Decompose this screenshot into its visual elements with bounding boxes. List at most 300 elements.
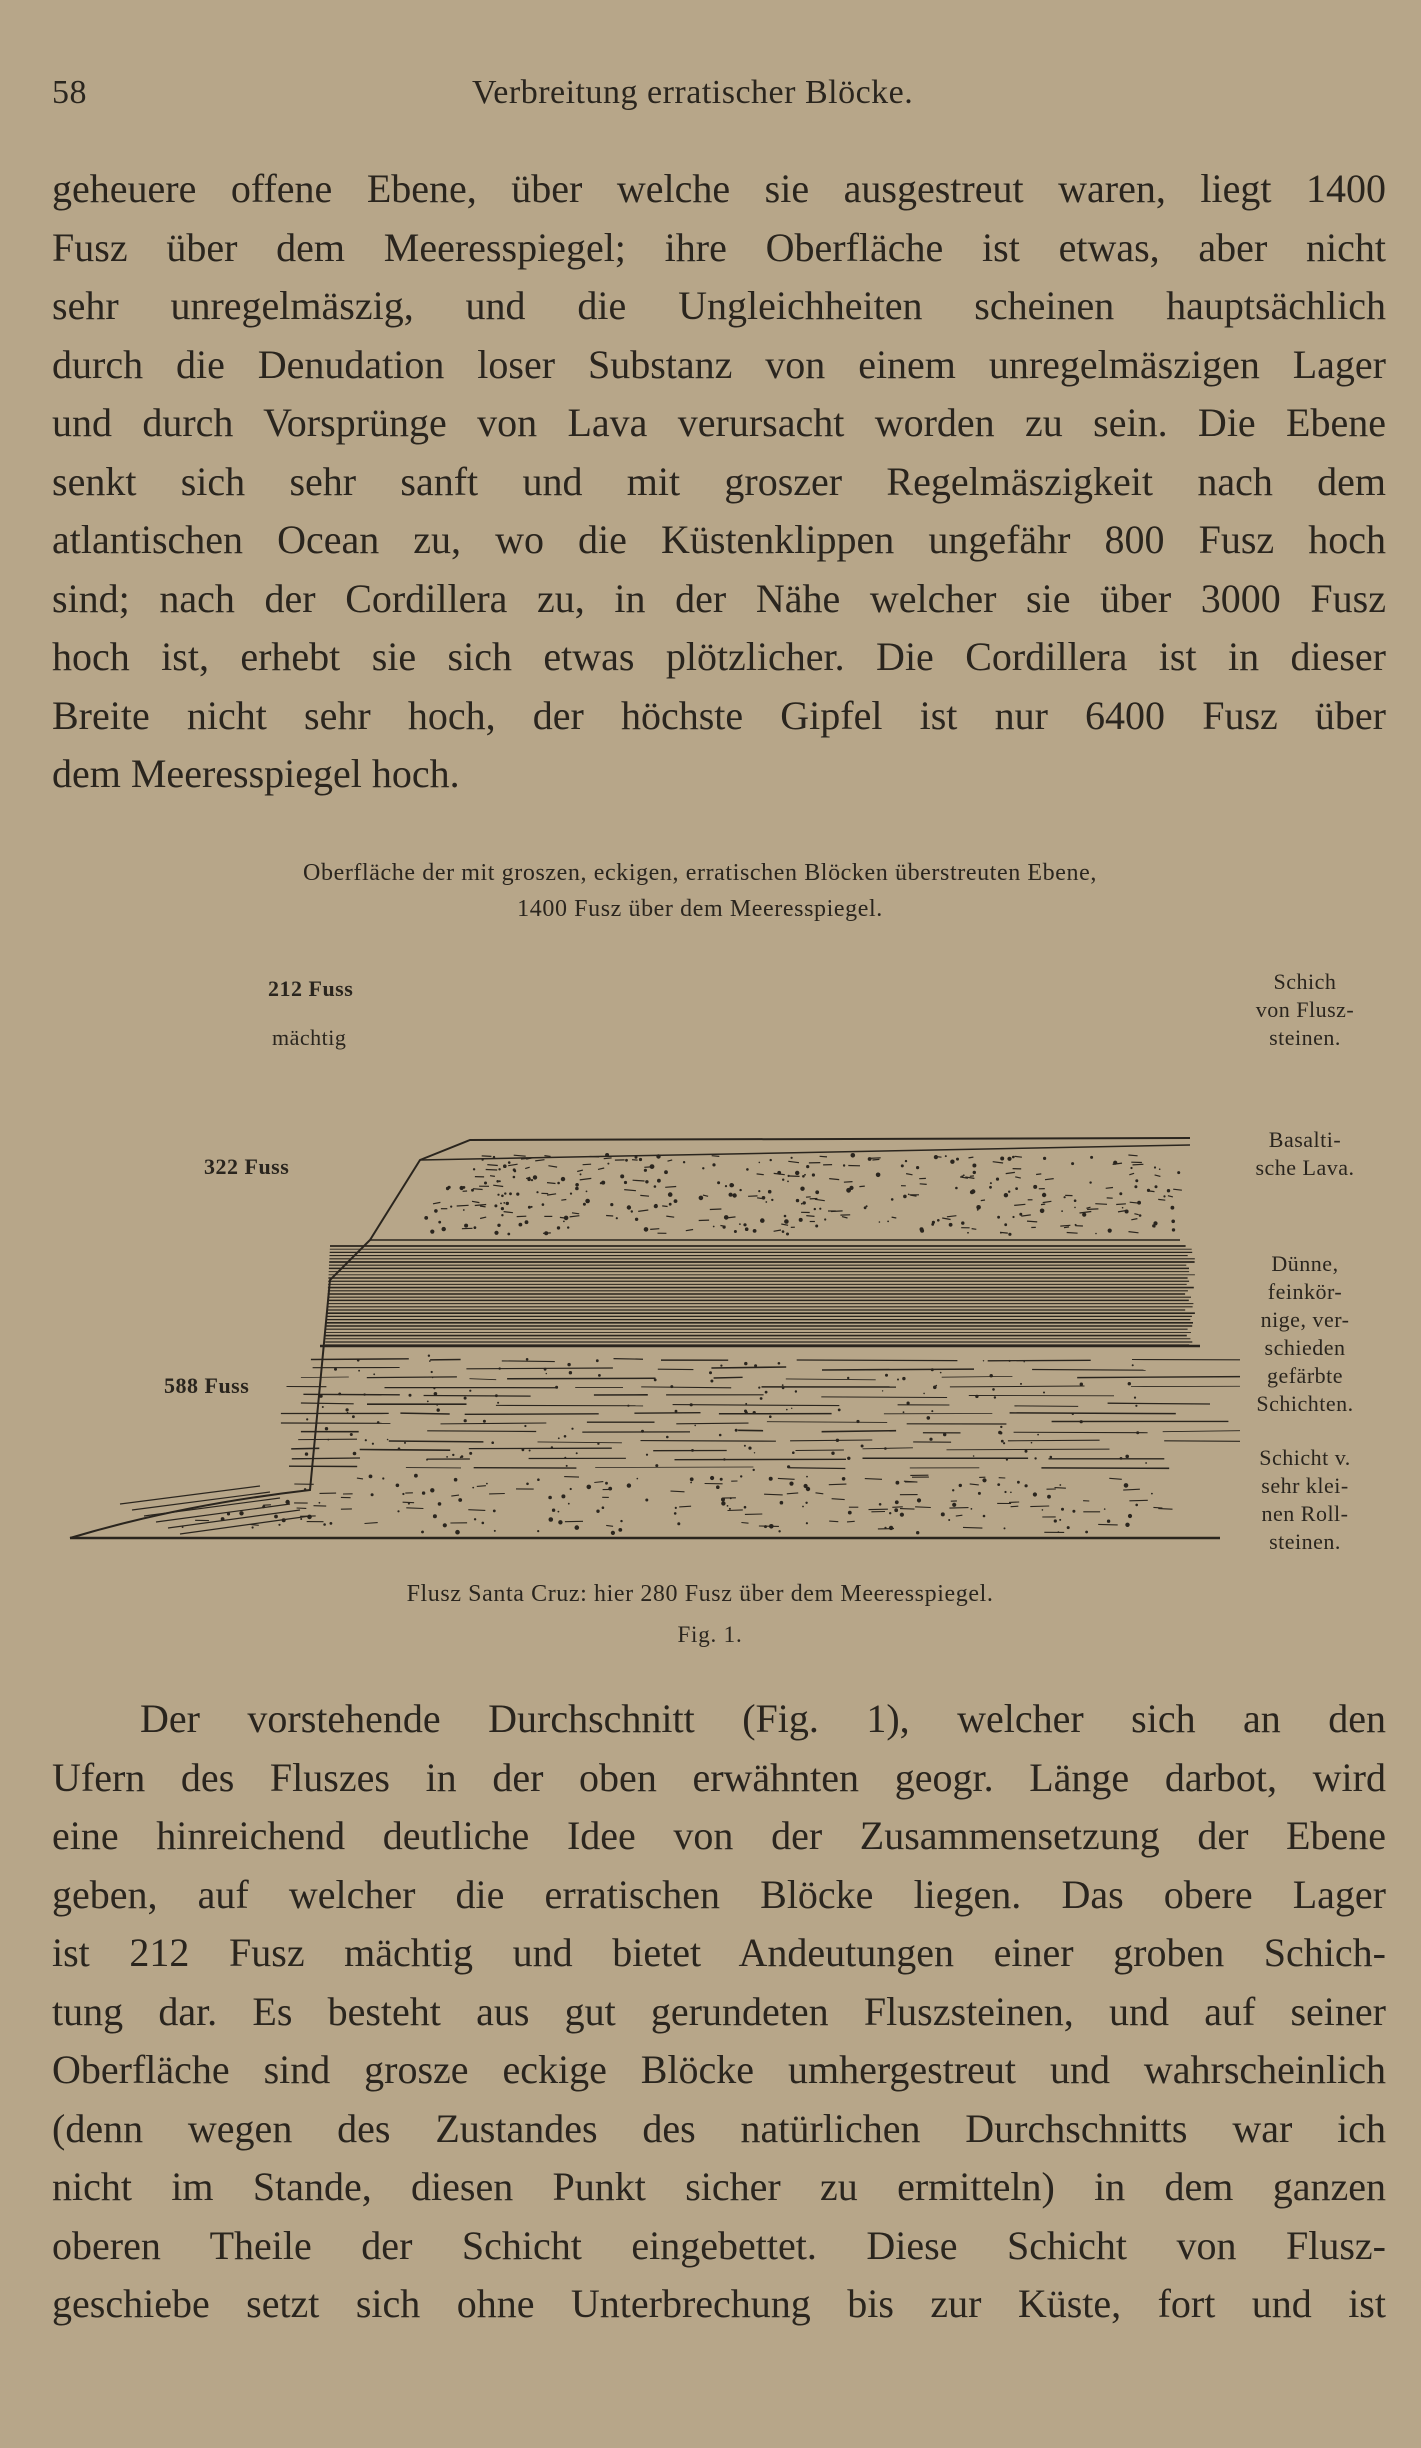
gravel-speck — [657, 1179, 661, 1183]
gravel-stroke — [480, 1217, 486, 1218]
gravel-speck — [989, 1186, 992, 1189]
pebble-stroke — [778, 1478, 795, 1479]
gravel-stroke — [490, 1176, 495, 1177]
gravel-speck — [1163, 1195, 1165, 1197]
gravel-speck — [509, 1192, 512, 1195]
gravel-stroke — [1131, 1219, 1137, 1220]
pebble-stroke — [847, 1521, 855, 1522]
strata-line — [767, 1422, 887, 1423]
strata-line — [822, 1431, 897, 1432]
gravel-stroke — [1134, 1214, 1138, 1215]
pebble-speck — [494, 1530, 496, 1532]
strata-speck — [1031, 1442, 1033, 1444]
text-line: Oberfläche sind grosze eckige Blöcke umhergestreut und wahrscheinlich — [52, 2047, 1386, 2092]
gravel-speck — [586, 1191, 588, 1193]
pebble-speck — [997, 1483, 1000, 1486]
pebble-speck — [895, 1500, 899, 1504]
text-line: Der vorstehende Durchschnitt (Fig. 1), welcher sich an den — [140, 1696, 1386, 1741]
gravel-speck — [784, 1219, 789, 1224]
strata-speck — [353, 1452, 357, 1456]
strata-line — [595, 1467, 753, 1468]
gravel-speck — [819, 1208, 821, 1210]
gravel-speck — [759, 1162, 761, 1164]
strata-speck — [551, 1446, 553, 1448]
text-line: durch die Denudation loser Substanz von einem unregelmäszigen Lager — [52, 341, 1386, 387]
gravel-speck — [732, 1193, 736, 1197]
strata-line — [360, 1450, 451, 1451]
strata-line — [538, 1442, 622, 1443]
text-line: atlantischen Ocean zu, wo die Küstenklippen ungefähr 800 Fusz hoch — [52, 517, 1386, 562]
strata-speck — [469, 1390, 471, 1392]
strata-speck — [765, 1391, 768, 1394]
gravel-stroke — [544, 1156, 550, 1157]
pebble-speck — [675, 1507, 677, 1509]
pebble-speck — [716, 1485, 720, 1489]
gravel-speck — [1172, 1228, 1175, 1231]
gravel-speck — [739, 1223, 741, 1225]
gravel-speck — [815, 1190, 819, 1194]
strata-speck — [719, 1434, 722, 1437]
text-line: hoch ist, erhebt sie sich etwas plötzlicher. Die Cordillera ist in dieser — [52, 634, 1386, 679]
gravel-stroke — [1064, 1227, 1069, 1228]
pebble-speck — [482, 1522, 485, 1525]
text-line: tung dar. Es besteht aus gut gerundeten Fluszsteinen, und auf seiner — [52, 1988, 1386, 2034]
strata-speck — [903, 1411, 905, 1413]
strata-speck — [758, 1387, 760, 1389]
gravel-speck — [536, 1191, 538, 1193]
layer-boundary — [420, 1145, 1190, 1160]
gravel-speck — [760, 1218, 765, 1223]
text-line: (denn wegen des Zustandes des natürlichen Durchschnitts war ich — [52, 2105, 1386, 2151]
strata-speck — [754, 1452, 755, 1453]
running-title: Verbreitung erratischer Blöcke. — [472, 74, 914, 111]
thickness-label-322: 322 Fuss — [204, 1154, 290, 1179]
pebble-speck — [848, 1511, 852, 1515]
gravel-stroke — [1133, 1164, 1144, 1165]
gravel-speck — [725, 1185, 727, 1187]
gravel-stroke — [1041, 1204, 1045, 1205]
pebble-speck — [894, 1508, 898, 1512]
pebble-speck — [916, 1531, 919, 1534]
gravel-stroke — [457, 1205, 469, 1206]
gravel-speck — [804, 1174, 806, 1176]
pebble-speck — [414, 1474, 418, 1478]
label-line: nige, ver- — [1260, 1307, 1350, 1332]
strata-speck — [372, 1443, 374, 1445]
strata-speck — [1037, 1434, 1039, 1436]
gravel-speck — [650, 1164, 655, 1169]
gravel-speck — [1082, 1213, 1086, 1217]
strata-speck — [691, 1449, 694, 1452]
strata-line — [641, 1441, 776, 1442]
gravel-speck — [777, 1171, 781, 1175]
text-line: sind; nach der Cordillera zu, in der Nähe welcher sie über 3000 Fusz — [52, 575, 1386, 621]
gravel-speck — [503, 1164, 507, 1168]
pebble-stroke — [956, 1515, 963, 1516]
pebble-speck — [430, 1488, 434, 1492]
gravel-speck — [610, 1203, 613, 1206]
gravel-stroke — [508, 1164, 517, 1166]
text-line: Fusz über dem Meeresspiegel; ihre Oberfläche ist etwas, aber nicht — [52, 224, 1386, 270]
gravel-speck — [1153, 1225, 1155, 1227]
strata-speck — [464, 1397, 467, 1400]
pebble-speck — [1104, 1508, 1106, 1510]
strata-speck — [882, 1390, 883, 1391]
gravel-speck — [724, 1215, 729, 1220]
pebble-speck — [1047, 1495, 1051, 1499]
strata-line — [1014, 1406, 1078, 1407]
gravel-stroke — [788, 1161, 799, 1162]
strata-line — [303, 1394, 399, 1395]
pebble-speck — [596, 1510, 599, 1513]
strata-line — [796, 1450, 844, 1451]
pebble-stroke — [606, 1525, 613, 1526]
strata-line — [1163, 1431, 1240, 1432]
strata-speck — [675, 1410, 678, 1413]
gravel-stroke — [583, 1164, 592, 1165]
gravel-speck — [734, 1230, 737, 1233]
strata-speck — [347, 1412, 349, 1414]
gravel-speck — [605, 1153, 609, 1157]
strata-speck — [787, 1465, 790, 1468]
gravel-speck — [501, 1214, 503, 1216]
strata-line — [797, 1360, 958, 1361]
gravel-stroke — [1027, 1221, 1037, 1222]
pebble-stroke — [406, 1508, 423, 1509]
pebble-speck — [568, 1503, 570, 1505]
gravel-speck — [471, 1189, 474, 1192]
gravel-stroke — [757, 1174, 764, 1175]
text-line: senkt sich sehr sanft und mit groszer Regelmäszigkeit nach dem — [52, 458, 1386, 504]
gravel-speck — [438, 1221, 441, 1224]
strata-speck — [745, 1403, 747, 1405]
pebble-speck — [674, 1512, 677, 1515]
gravel-speck — [580, 1173, 582, 1175]
pebble-speck — [952, 1503, 956, 1507]
strata-line — [1131, 1386, 1240, 1387]
gravel-speck — [557, 1226, 560, 1229]
gravel-speck — [1155, 1185, 1158, 1188]
strata-speck — [1128, 1382, 1131, 1385]
layer-label-thin-strata — [1230, 1250, 1380, 1418]
strata-speck — [1043, 1392, 1045, 1394]
pebble-speck — [889, 1512, 891, 1514]
strata-speck — [363, 1393, 365, 1395]
gravel-speck — [934, 1155, 938, 1159]
pebble-stroke — [900, 1509, 915, 1510]
pebble-speck — [971, 1508, 973, 1510]
strata-speck — [1003, 1442, 1005, 1444]
strata-speck — [567, 1363, 570, 1366]
strata-speck — [754, 1364, 757, 1367]
pebble-speck — [252, 1526, 254, 1528]
gravel-speck — [1000, 1232, 1002, 1234]
gravel-speck — [564, 1216, 569, 1221]
strata-line — [1008, 1440, 1100, 1441]
gravel-speck — [784, 1215, 787, 1218]
pebble-speck — [526, 1483, 529, 1486]
strata-speck — [555, 1386, 558, 1389]
gravel-stroke — [1014, 1204, 1025, 1205]
gravel-stroke — [844, 1182, 853, 1183]
gravel-speck — [496, 1180, 499, 1183]
strata-speck — [426, 1459, 428, 1461]
pebble-speck — [371, 1493, 374, 1496]
gravel-speck — [786, 1233, 789, 1236]
label-line: Dünne, — [1271, 1251, 1339, 1276]
strata-speck — [497, 1402, 499, 1404]
gravel-stroke — [872, 1159, 879, 1160]
strata-speck — [546, 1373, 547, 1374]
strata-speck — [598, 1374, 601, 1377]
gravel-speck — [1008, 1233, 1011, 1236]
strata-speck — [1080, 1420, 1083, 1423]
pebble-speck — [443, 1523, 447, 1527]
pebble-speck — [570, 1488, 572, 1490]
text-line: Breite nicht sehr hoch, der höchste Gipfel ist nur 6400 Fusz über — [52, 692, 1386, 738]
gravel-stroke — [604, 1158, 612, 1159]
paragraph-1 — [52, 160, 1386, 804]
pebble-stroke — [468, 1510, 485, 1511]
gravel-stroke — [842, 1217, 848, 1218]
pebble-speck — [1085, 1531, 1088, 1534]
label-line: Schich — [1273, 969, 1337, 994]
caption-line: 1400 Fusz über dem Meeresspiegel. — [517, 896, 883, 922]
gravel-speck — [1135, 1179, 1138, 1182]
pebble-speck — [1067, 1526, 1070, 1529]
gravel-speck — [644, 1227, 649, 1232]
pebble-speck — [421, 1531, 424, 1534]
pebble-stroke — [1098, 1524, 1118, 1525]
gravel-speck — [1004, 1223, 1007, 1226]
gravel-speck — [464, 1224, 468, 1228]
strata-speck — [409, 1394, 412, 1397]
strata-speck — [460, 1456, 462, 1458]
strata-speck — [641, 1430, 644, 1433]
text-line: oberen Theile der Schicht eingebettet. Diese Schicht von Flusz- — [52, 2222, 1386, 2268]
gravel-stroke — [969, 1157, 974, 1158]
gravel-speck — [434, 1209, 438, 1213]
pebble-speck — [1010, 1492, 1012, 1494]
strata-speck — [358, 1370, 360, 1372]
gravel-speck — [1008, 1191, 1010, 1193]
strata-speck — [791, 1408, 792, 1409]
pebble-speck — [637, 1478, 639, 1480]
gravel-stroke — [712, 1156, 720, 1157]
gravel-stroke — [1158, 1199, 1165, 1200]
gravel-speck — [949, 1223, 953, 1227]
gravel-speck — [932, 1221, 935, 1224]
gravel-stroke — [981, 1200, 985, 1201]
strata-speck — [1135, 1405, 1137, 1407]
gravel-speck — [1074, 1207, 1076, 1209]
strata-line — [466, 1368, 613, 1369]
gravel-speck — [802, 1175, 805, 1178]
gravel-speck — [1042, 1193, 1046, 1197]
strata-speck — [499, 1367, 501, 1369]
gravel-stroke — [668, 1160, 673, 1161]
label-line: sehr klei- — [1261, 1473, 1349, 1498]
strata-speck — [1001, 1440, 1004, 1443]
pebble-speck — [952, 1489, 954, 1491]
strata-speck — [1024, 1361, 1025, 1362]
gravel-speck — [866, 1205, 868, 1207]
gravel-speck — [460, 1186, 464, 1190]
strata-speck — [1050, 1456, 1053, 1459]
pebble-speck — [454, 1478, 458, 1482]
gravel-speck — [503, 1202, 505, 1204]
gravel-speck — [506, 1202, 509, 1205]
caption-line: Oberfläche der mit groszen, eckigen, erratischen Blöcken überstreuten Ebene, — [303, 860, 1097, 886]
gravel-stroke — [1155, 1175, 1161, 1177]
strata-speck — [847, 1377, 849, 1379]
pebble-speck — [978, 1492, 981, 1495]
strata-speck — [1120, 1457, 1123, 1460]
gravel-stroke — [525, 1167, 530, 1168]
gravel-speck — [631, 1210, 633, 1212]
layer-gravel-top — [370, 1145, 1190, 1240]
label-line: steinen. — [1269, 1025, 1341, 1050]
layer-basalt-lava — [320, 1246, 1200, 1346]
gravel-speck — [1000, 1157, 1004, 1161]
gravel-stroke — [547, 1194, 556, 1195]
gravel-speck — [843, 1164, 845, 1166]
gravel-speck — [765, 1201, 767, 1203]
gravel-stroke — [710, 1209, 722, 1210]
pebble-speck — [806, 1522, 808, 1524]
gravel-speck — [743, 1223, 746, 1226]
text-line: geben, auf welcher die erratischen Blöcke liegen. Das obere Lager — [52, 1871, 1386, 1917]
gravel-speck — [656, 1154, 660, 1158]
gravel-stroke — [1128, 1155, 1137, 1156]
gravel-speck — [616, 1217, 618, 1219]
strata-speck — [720, 1365, 722, 1367]
pebble-speck — [842, 1477, 846, 1481]
gravel-stroke — [1021, 1215, 1031, 1216]
strata-speck — [744, 1410, 747, 1413]
gravel-speck — [731, 1184, 734, 1187]
gravel-speck — [493, 1156, 495, 1158]
strata-speck — [723, 1458, 725, 1460]
gravel-speck — [500, 1203, 502, 1205]
pebble-speck — [330, 1522, 333, 1525]
strata-speck — [522, 1448, 525, 1451]
label-line: schieden — [1264, 1335, 1346, 1360]
strata-speck — [795, 1390, 797, 1392]
strata-speck — [566, 1465, 568, 1467]
gravel-speck — [762, 1196, 766, 1200]
pebble-stroke — [477, 1486, 486, 1487]
text-line: sehr unregelmäszig, und die Ungleichheiten scheinen hauptsächlich — [52, 283, 1386, 328]
strata-speck — [760, 1397, 763, 1400]
gravel-stroke — [703, 1195, 708, 1196]
strata-speck — [753, 1411, 756, 1414]
strata-line — [641, 1387, 731, 1388]
gravel-speck — [791, 1157, 793, 1159]
strata-line — [389, 1441, 484, 1442]
gravel-speck — [516, 1193, 519, 1196]
gravel-speck — [1074, 1199, 1077, 1202]
strata-speck — [464, 1419, 467, 1422]
pebble-speck — [307, 1515, 312, 1520]
gravel-stroke — [487, 1165, 498, 1166]
gravel-stroke — [1168, 1196, 1173, 1197]
strata-speck — [576, 1452, 578, 1454]
gravel-speck — [528, 1206, 531, 1209]
gravel-speck — [570, 1193, 572, 1195]
gravel-speck — [519, 1223, 523, 1227]
gravel-speck — [712, 1163, 715, 1166]
pebble-bedding-line — [120, 1486, 260, 1504]
gravel-speck — [1019, 1213, 1022, 1216]
strata-line — [1077, 1377, 1240, 1378]
strata-speck — [327, 1439, 329, 1441]
strata-speck — [710, 1380, 713, 1383]
running-header — [52, 74, 1381, 124]
strata-line — [673, 1405, 840, 1406]
pebble-stroke — [741, 1523, 748, 1524]
gravel-speck — [782, 1179, 784, 1181]
pebble-speck — [1017, 1481, 1020, 1484]
pebble-speck — [548, 1496, 552, 1500]
strata-speck — [596, 1359, 599, 1362]
strata-line — [790, 1440, 872, 1441]
gravel-speck — [664, 1170, 668, 1174]
strata-speck — [847, 1457, 850, 1460]
gravel-speck — [814, 1208, 816, 1210]
pebble-speck — [778, 1530, 780, 1532]
pebble-stroke — [865, 1479, 882, 1480]
figure-caption-top — [150, 855, 1250, 927]
pebble-speck — [1058, 1531, 1060, 1533]
strata-line — [1010, 1413, 1176, 1414]
pebble-speck — [959, 1484, 962, 1487]
pebble-stroke — [357, 1478, 363, 1479]
pebble-speck — [1061, 1508, 1064, 1511]
pebble-speck — [1135, 1504, 1138, 1507]
gravel-speck — [575, 1187, 579, 1191]
strata-line — [942, 1376, 1013, 1377]
strata-speck — [992, 1388, 995, 1391]
gravel-stroke — [633, 1180, 645, 1181]
gravel-speck — [795, 1171, 799, 1175]
strata-speck — [884, 1447, 887, 1450]
gravel-speck — [699, 1196, 704, 1201]
gravel-speck — [1071, 1162, 1074, 1165]
gravel-stroke — [1116, 1204, 1126, 1205]
gravel-speck — [482, 1159, 484, 1161]
pebble-stroke — [1055, 1488, 1066, 1489]
gravel-stroke — [493, 1185, 503, 1186]
gravel-speck — [713, 1226, 715, 1228]
pebble-speck — [537, 1478, 540, 1481]
pebble-speck — [917, 1498, 921, 1502]
strata-speck — [526, 1358, 529, 1361]
pebble-speck — [552, 1509, 555, 1512]
pebble-speck — [983, 1515, 986, 1518]
gravel-stroke — [570, 1216, 580, 1217]
pebble-speck — [455, 1530, 460, 1535]
label-line: gefärbte — [1266, 1363, 1344, 1388]
gravel-speck — [442, 1227, 446, 1231]
pebble-stroke — [365, 1523, 378, 1524]
strata-speck — [1009, 1360, 1011, 1362]
strata-speck — [491, 1441, 494, 1444]
gravel-speck — [967, 1232, 969, 1234]
gravel-stroke — [757, 1198, 762, 1199]
gravel-stroke — [1086, 1207, 1090, 1208]
gravel-speck — [513, 1168, 516, 1171]
